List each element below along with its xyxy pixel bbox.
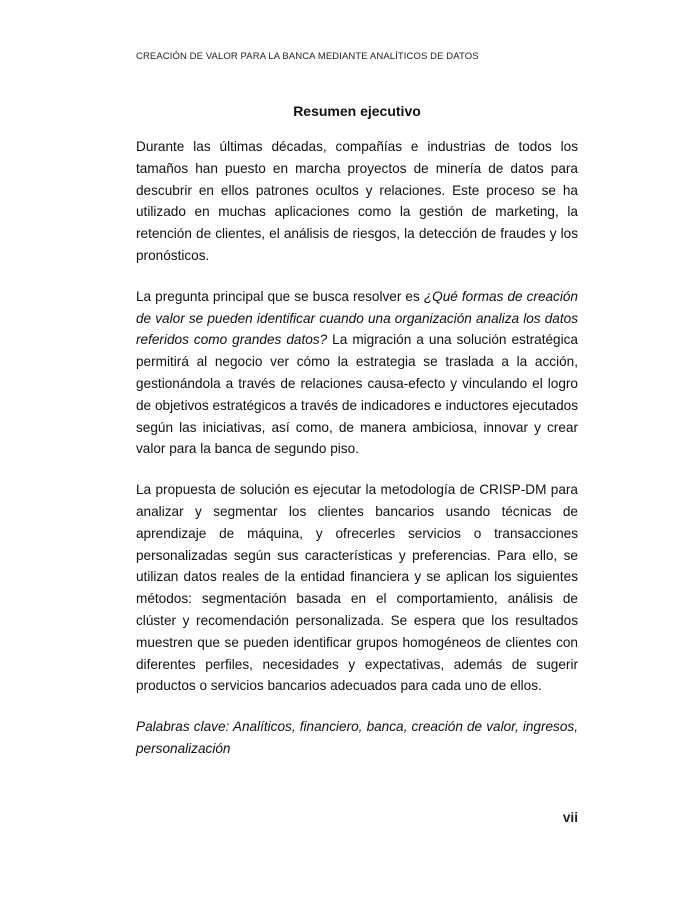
- running-header: CREACIÓN DE VALOR PARA LA BANCA MEDIANTE ANALÍTICOS DE DATOS: [136, 51, 479, 62]
- paragraph-research-question: [136, 286, 578, 460]
- keywords-text: Analíticos, financiero, banca, creación de valor, ingresos, personalización: [136, 719, 578, 756]
- keywords: [136, 716, 578, 760]
- paragraph-question-intro: La pregunta principal que se busca resolver es: [136, 288, 424, 304]
- paragraph-proposed-solution: La propuesta de solución es ejecutar la metodología de CRISP-DM para analizar y segmentar los clientes bancarios usando técnicas de aprendizaje de máquina, y ofrecerles servicios o transacciones personalizadas según sus características y preferencias. Para ello, se utilizan datos reales de la entidad financiera y se aplican los siguientes métodos: segmentación basada en el comportamiento, análisis de clúster y recomendación personalizada. Se espera que los resultados muestren que se pueden identificar grupos homogéneos de clientes con diferentes perfiles, necesidades y expectativas, además de sugerir productos o servicios bancarios adecuados para cada uno de ellos.: [136, 482, 578, 694]
- research-question: ¿Qué formas de creación de valor se pueden identificar cuando una organización analiza los datos referidos como grandes datos?: [136, 288, 578, 348]
- section-title: Resumen ejecutivo: [293, 103, 421, 119]
- keywords-separator: :: [225, 719, 233, 735]
- paragraph-question-rest: La migración a una solución estratégica permitirá al negocio ver cómo la estrategia se traslada a la acción, gestionándola a través de relaciones causa-efecto y vinculando el logro de objetivos estratégicos a través de indicadores e inductores ejecutados según las iniciativas, así como, de manera ambiciosa, innovar y crear valor para la banca de segundo piso.: [136, 332, 578, 457]
- paragraph-introduction: Durante las últimas décadas, compañías e industrias de todos los tamaños han puesto en marcha proyectos de minería de datos para descubrir en ellos patrones ocultos y relaciones. Este proceso se ha utilizado en muchas aplicaciones como la gestión de marketing, la retención de clientes, el análisis de riesgos, la detección de fraudes y los pronósticos.: [136, 139, 578, 263]
- keywords-label: Palabras clave: [136, 719, 226, 735]
- page-number: vii: [562, 810, 578, 825]
- body-text: [136, 136, 578, 760]
